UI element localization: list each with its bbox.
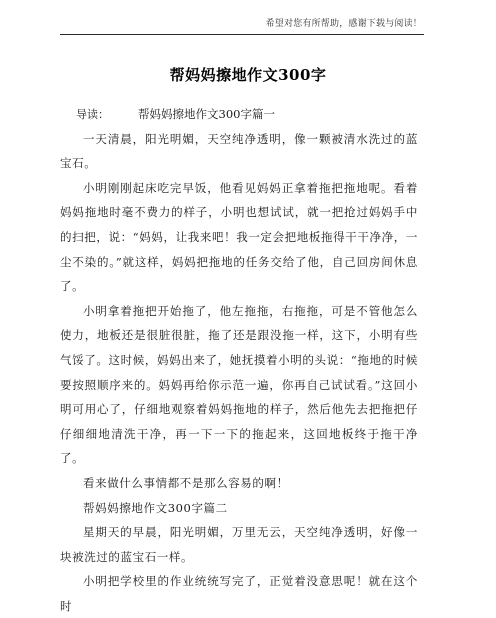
- header-note: 希望对您有所帮助，感谢下载与阅读！: [265, 19, 422, 29]
- paragraph-4: 看来做什么事情都不是那么容易的啊！: [83, 475, 289, 490]
- paragraph-6: 小明把学校里的作业统统写完了，正觉着没意思呢！就在这个时: [60, 574, 418, 613]
- paragraph-5: 星期天的早晨，阳光明媚，万里无云，天空纯净透明，好像一块被洗过的蓝宝石一样。: [60, 525, 418, 564]
- lead-text: 帮妈妈擦地作文300字篇一: [138, 107, 275, 121]
- paragraph-1: 一天清晨，阳光明媚，天空纯净透明，像一颗被清水洗过的蓝宝石。: [60, 131, 418, 171]
- document-title: 帮妈妈擦地作文300字: [169, 66, 327, 84]
- section-heading-2: 帮妈妈擦地作文300字篇二: [83, 500, 228, 515]
- paragraph-2: 小明刚刚起床吃完早饭，他看见妈妈正拿着拖把拖地呢。看着妈妈拖地时毫不费力的样子，小明也想试试，就一把抢过妈妈手中的扫把，说：“妈妈，让我来吧！我一定会把地板拖得干干净净，一尘不染的。”就这样，妈妈把拖地的任务交给了他，自己回房间休息了。: [60, 180, 418, 294]
- document-body: [60, 102, 418, 618]
- paragraph-3: 小明拿着拖把开始拖了，他左拖拖，右拖拖，可是不管他怎么使力，地板还是很脏很脏，拖了还是跟没拖一样，这下，小明有些气馁了。这时候，妈妈出来了，她抚摸着小明的头说：“拖地的时候要按照顺序来的。妈妈再给你示范一遍，你再自己试试看。”这回小明可用心了，仔细地观察着妈妈拖地的样子，然后他先去把拖把仔仔细细地清洗干净，再一下一下的拖起来，这回地板终于拖干净了。: [60, 303, 418, 466]
- lead-line: [60, 102, 418, 127]
- header-divider: [60, 34, 424, 35]
- lead-label: 导读：: [76, 108, 109, 121]
